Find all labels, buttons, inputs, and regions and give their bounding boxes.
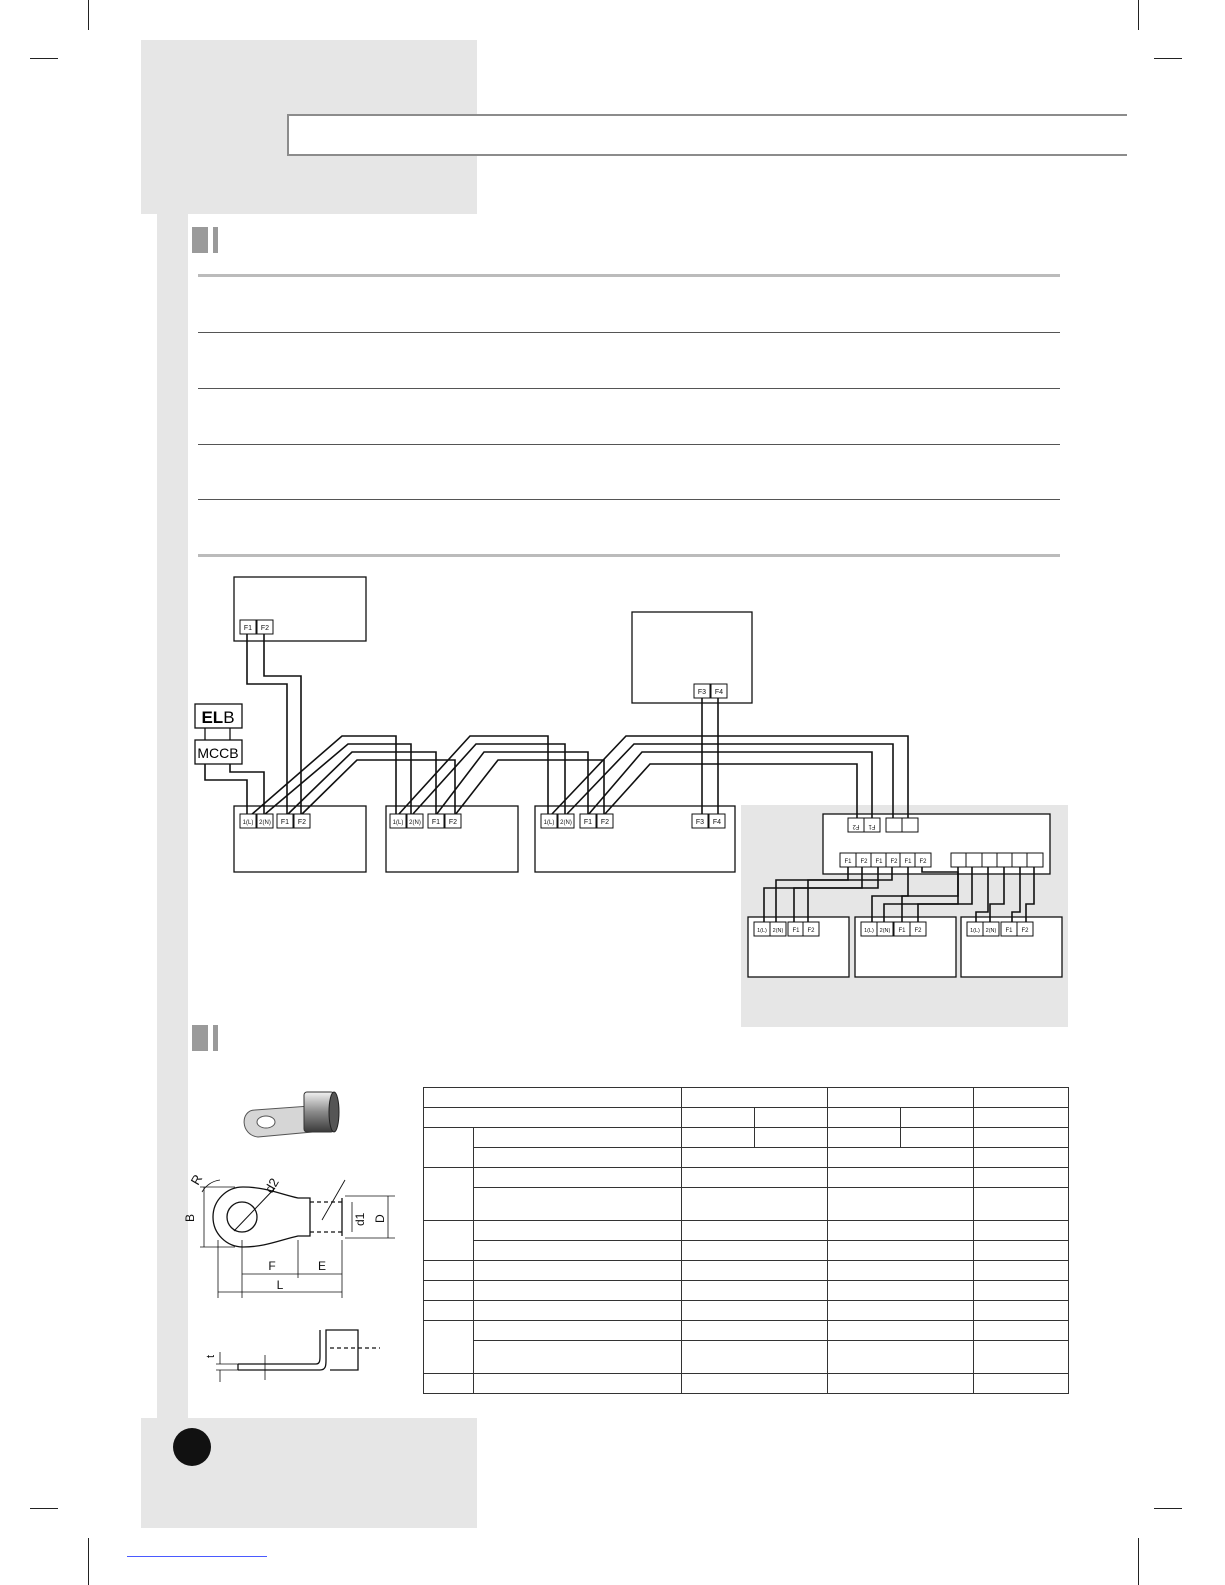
svg-text:2(N): 2(N): [409, 820, 421, 826]
svg-text:1(L): 1(L): [543, 820, 555, 826]
table-row: [424, 1321, 1069, 1341]
svg-text:d2: d2: [261, 1175, 282, 1196]
svg-text:F2: F2: [260, 625, 270, 632]
svg-text:1(L): 1(L): [970, 928, 980, 934]
svg-text:F2: F2: [1021, 928, 1029, 934]
svg-text:F1: F1: [904, 859, 912, 865]
breaker-group: [195, 704, 242, 764]
svg-text:F1: F1: [1005, 928, 1013, 934]
svg-text:2(N): 2(N): [879, 928, 891, 934]
svg-text:F2: F2: [448, 819, 458, 826]
svg-text:E: E: [317, 1259, 327, 1273]
page-number-badge: [173, 1428, 211, 1466]
svg-text:F1: F1: [875, 859, 883, 865]
svg-text:B: B: [183, 1213, 197, 1222]
svg-text:F1: F1: [280, 819, 290, 826]
crop-mark: [1154, 1508, 1182, 1509]
table-row: [424, 1148, 1069, 1168]
table-row: [424, 1168, 1069, 1188]
thickness-label: t: [205, 1354, 217, 1358]
table-row: [424, 1374, 1069, 1394]
svg-text:F1: F1: [898, 928, 906, 934]
svg-text:2(N): 2(N): [772, 928, 784, 934]
svg-text:2(N): 2(N): [985, 928, 997, 934]
svg-text:F: F: [268, 1259, 276, 1273]
footer-link-underline: [127, 1556, 267, 1557]
svg-text:F2: F2: [297, 819, 307, 826]
svg-text:2(N): 2(N): [560, 820, 572, 826]
svg-text:2(N): 2(N): [259, 820, 271, 826]
table-row: [424, 1088, 1069, 1108]
svg-text:F2: F2: [860, 859, 868, 865]
ring-terminal-illustration: [180, 1080, 400, 1400]
elb-label: ELB: [201, 708, 235, 727]
table-row: [424, 1301, 1069, 1321]
svg-text:F4: F4: [714, 689, 724, 696]
svg-text:F1: F1: [792, 928, 800, 934]
ring-terminal-3d-icon: [244, 1092, 339, 1137]
table-row: [424, 1188, 1069, 1221]
svg-text:1(L): 1(L): [757, 928, 767, 934]
terminal-spec-table: [423, 1087, 1069, 1394]
crop-mark: [88, 1538, 89, 1585]
svg-text:1(L): 1(L): [242, 820, 254, 826]
svg-text:F1: F1: [868, 823, 876, 829]
table-row: [424, 1128, 1069, 1148]
svg-text:F2: F2: [600, 819, 610, 826]
svg-text:d1: d1: [353, 1212, 367, 1226]
svg-text:D: D: [373, 1214, 387, 1223]
table-row: [424, 1261, 1069, 1281]
svg-text:F2: F2: [890, 859, 898, 865]
table-row: [424, 1341, 1069, 1374]
svg-text:F4: F4: [712, 819, 722, 826]
svg-text:F1: F1: [844, 859, 852, 865]
table-row: [424, 1108, 1069, 1128]
svg-text:R: R: [187, 1171, 206, 1188]
controller-box: [632, 612, 752, 703]
svg-text:1(L): 1(L): [392, 820, 404, 826]
mccb-label: MCCB: [197, 745, 239, 761]
table-row: [424, 1281, 1069, 1301]
svg-text:F2: F2: [852, 823, 860, 829]
ring-terminal-side-view: [216, 1330, 380, 1382]
crop-mark: [30, 1508, 58, 1509]
svg-text:L: L: [276, 1278, 284, 1292]
svg-text:F3: F3: [697, 689, 707, 696]
svg-text:F1: F1: [583, 819, 593, 826]
svg-text:F2: F2: [807, 928, 815, 934]
crop-mark: [1138, 1538, 1139, 1585]
svg-text:F1: F1: [431, 819, 441, 826]
svg-text:F3: F3: [695, 819, 705, 826]
svg-text:F1: F1: [243, 625, 253, 632]
svg-text:F2: F2: [919, 859, 927, 865]
svg-text:1(L): 1(L): [864, 928, 874, 934]
table-row: [424, 1221, 1069, 1241]
table-row: [424, 1241, 1069, 1261]
ring-terminal-plan-view: [200, 1180, 395, 1298]
svg-text:F2: F2: [914, 928, 922, 934]
